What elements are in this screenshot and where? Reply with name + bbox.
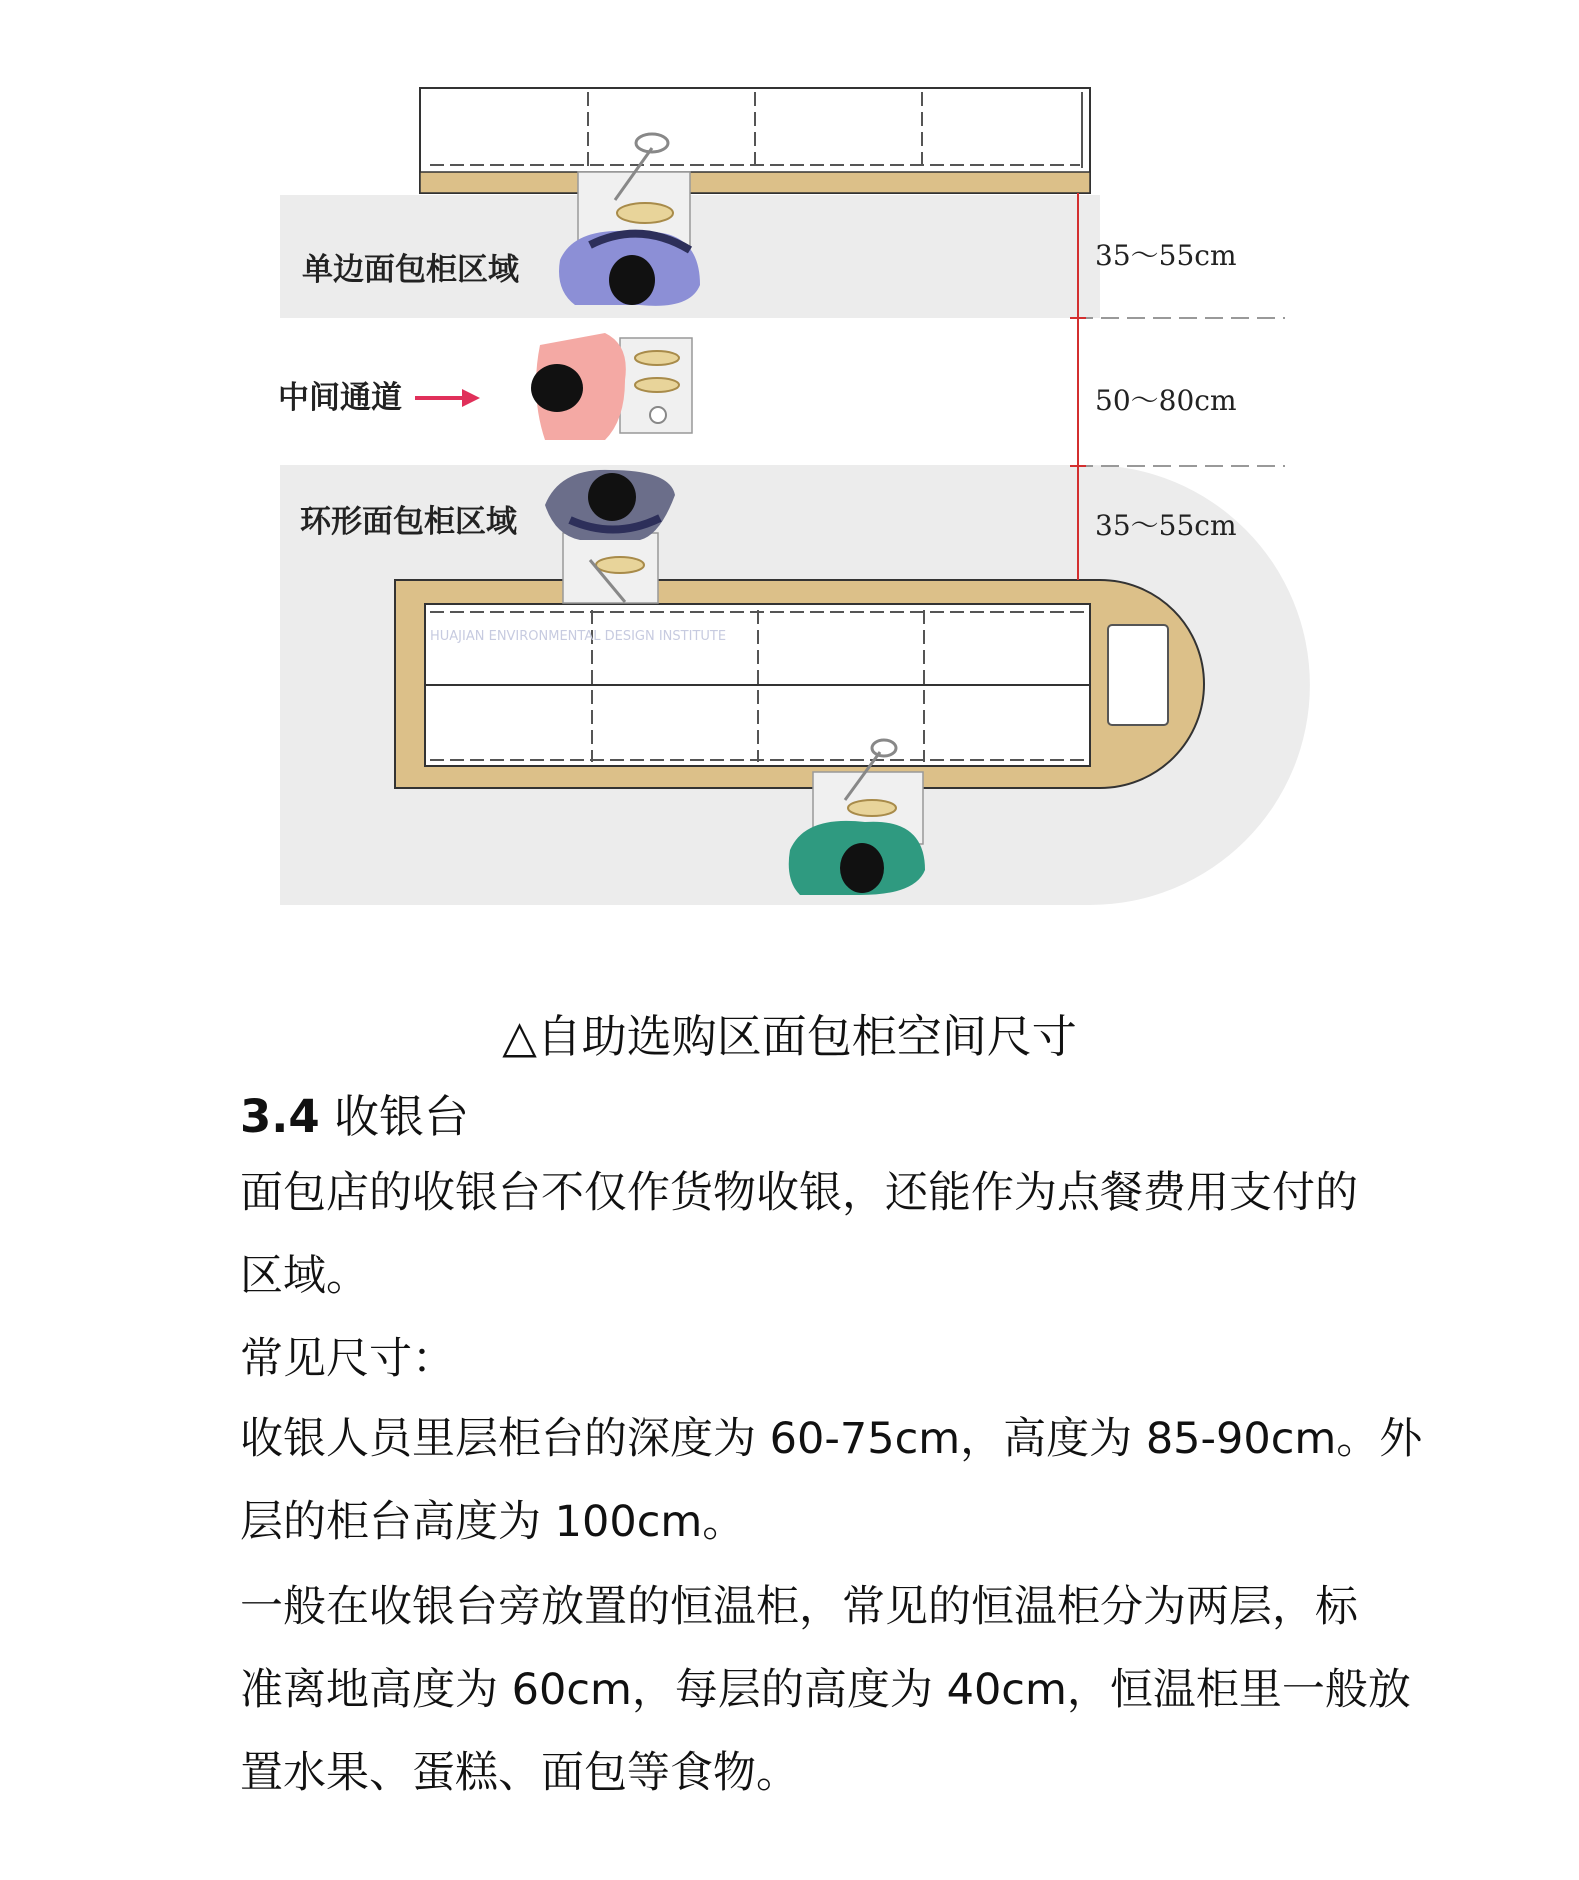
paragraph-line: 层的柜台高度为 100cm。 — [240, 1497, 746, 1547]
paragraph-counter-sizes — [240, 1398, 1423, 1564]
dim-top-label: 35～55cm — [1095, 239, 1237, 272]
paragraph-line: 常见尺寸： — [240, 1334, 455, 1384]
section-title: 收银台 — [334, 1090, 470, 1143]
arrow-icon — [415, 389, 480, 407]
zone-ring-label: 环形面包柜区域 — [300, 504, 517, 540]
dim-bottom-label: 35～55cm — [1095, 509, 1237, 542]
paragraph-line: 一般在收银台旁放置的恒温柜，常见的恒温柜分为两层，标 — [240, 1582, 1358, 1632]
section-number: 3.4 — [240, 1090, 320, 1143]
paragraph-line: 面包店的收银台不仅作货物收银，还能作为点餐费用支付的 — [240, 1168, 1358, 1218]
zone-middle-label: 中间通道 — [278, 380, 402, 416]
paragraph-common-sizes — [240, 1318, 1350, 1401]
paragraph-intro — [240, 1152, 1358, 1318]
paragraph-warm-cabinet — [240, 1566, 1411, 1815]
paragraph-line: 准离地高度为 60cm，每层的高度为 40cm，恒温柜里一般放 — [240, 1665, 1411, 1715]
zone-single-label: 单边面包柜区域 — [302, 252, 519, 288]
watermark-text: HUAJIAN ENVIRONMENTAL DESIGN INSTITUTE — [430, 629, 727, 644]
bread-cabinet-layout-diagram — [0, 0, 1579, 920]
single-bread-cabinet — [420, 88, 1090, 193]
dim-middle-label: 50～80cm — [1095, 384, 1237, 417]
person-shopper-pink-icon — [531, 333, 692, 440]
section-heading — [240, 1080, 469, 1145]
person-shopper-gray-icon — [545, 470, 675, 603]
figure-caption: △自助选购区面包柜空间尺寸 — [502, 1010, 1077, 1063]
paragraph-line: 区域。 — [240, 1251, 369, 1301]
paragraph-line: 收银人员里层柜台的深度为 60-75cm，高度为 85-90cm。外 — [240, 1414, 1423, 1464]
ring-bread-cabinet — [395, 580, 1204, 788]
paragraph-line: 置水果、蛋糕、面包等食物。 — [240, 1748, 799, 1798]
